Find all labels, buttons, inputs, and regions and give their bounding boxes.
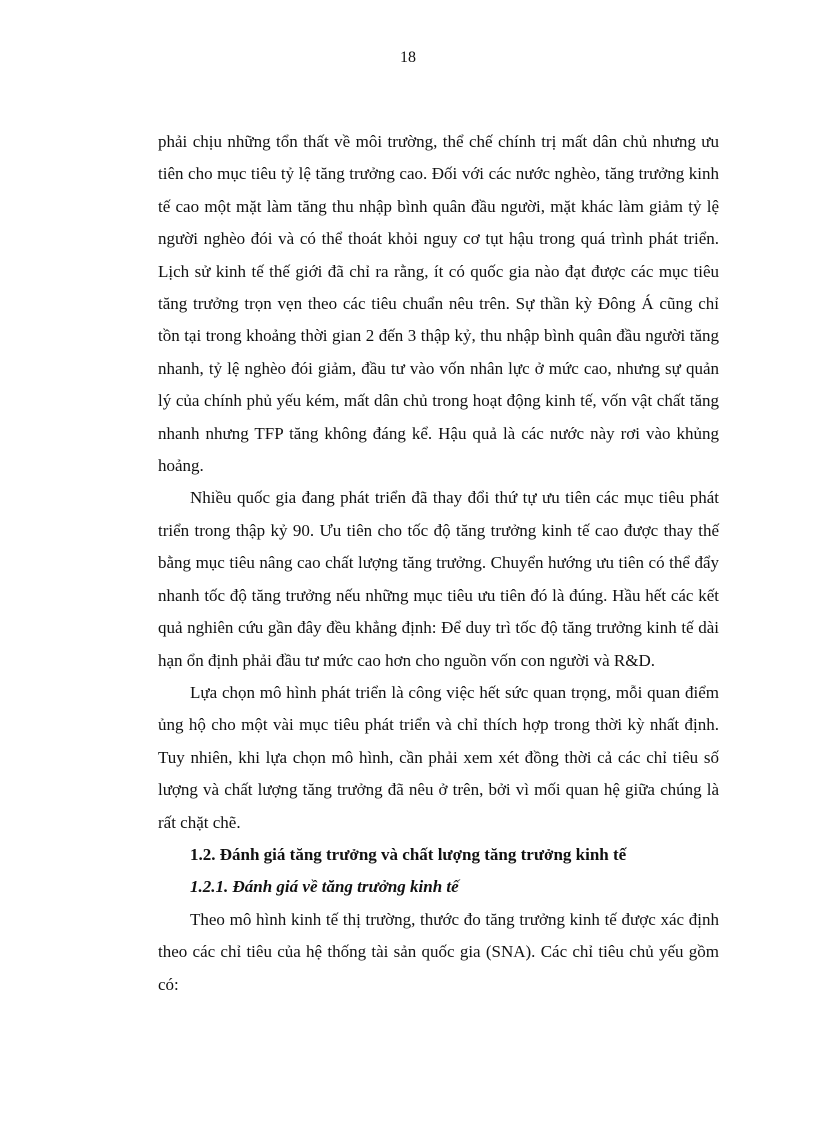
- paragraph-continued: phải chịu những tổn thất về môi trường, thể chế chính trị mất dân chủ nhưng ưu tiên cho mục tiêu tỷ lệ tăng trưởng cao. Đối với các nước nghèo, tăng trưởng kinh tế cao một mặt làm tăng thu nhập bình quân đầu người, mặt khác làm giảm tỷ lệ người nghèo đói và có thể thoát khỏi nguy cơ tụt hậu trong quá trình phát triển. Lịch sử kinh tế thế giới đã chỉ ra rằng, ít có quốc gia nào đạt được các mục tiêu tăng trưởng trọn vẹn theo các tiêu chuẩn nêu trên. Sự thần kỳ Đông Á cũng chỉ tồn tại trong khoảng thời gian 2 đến 3 thập kỷ, thu nhập bình quân đầu người tăng nhanh, tỷ lệ nghèo đói giảm, đầu tư vào vốn nhân lực ở mức cao, nhưng sự quản lý của chính phủ yếu kém, mất dân chủ trong hoạt động kinh tế, vốn vật chất tăng nhanh nhưng TFP tăng không đáng kể. Hậu quả là các nước này rơi vào khủng hoảng.: [158, 132, 719, 476]
- page-body: [158, 126, 719, 1001]
- paragraph-sna-indicators: Theo mô hình kinh tế thị trường, thước đo tăng trưởng kinh tế được xác định theo các chỉ tiêu của hệ thống tài sản quốc gia (SNA). Các chỉ tiêu chủ yếu gồm có:: [158, 909, 719, 994]
- paragraph-development-priorities: Nhiều quốc gia đang phát triển đã thay đổi thứ tự ưu tiên các mục tiêu phát triển trong thập kỷ 90. Ưu tiên cho tốc độ tăng trưởng kinh tế cao được thay thế bằng mục tiêu nâng cao chất lượng tăng trưởng. Chuyển hướng ưu tiên có thể đẩy nhanh tốc độ tăng trưởng nếu những mục tiêu ưu tiên đó là đúng. Hầu hết các kết quả nghiên cứu gần đây đều khẳng định: Để duy trì tốc độ tăng trưởng kinh tế dài hạn ổn định phải đầu tư mức cao hơn cho nguồn vốn con người và R&D.: [158, 488, 719, 670]
- section-heading: 1.2. Đánh giá tăng trưởng và chất lượng tăng trưởng kinh tế: [190, 844, 627, 864]
- paragraph-model-selection: Lựa chọn mô hình phát triển là công việc hết sức quan trọng, mỗi quan điểm ủng hộ cho một vài mục tiêu phát triển và chỉ thích hợp trong thời kỳ nhất định. Tuy nhiên, khi lựa chọn mô hình, cần phải xem xét đồng thời cả các chỉ tiêu số lượng và chất lượng tăng trưởng đã nêu ở trên, bởi vì mối quan hệ giữa chúng là rất chặt chẽ.: [158, 682, 719, 832]
- page-number: 18: [400, 49, 416, 66]
- subsection-heading: 1.2.1. Đánh giá về tăng trưởng kinh tế: [190, 877, 459, 897]
